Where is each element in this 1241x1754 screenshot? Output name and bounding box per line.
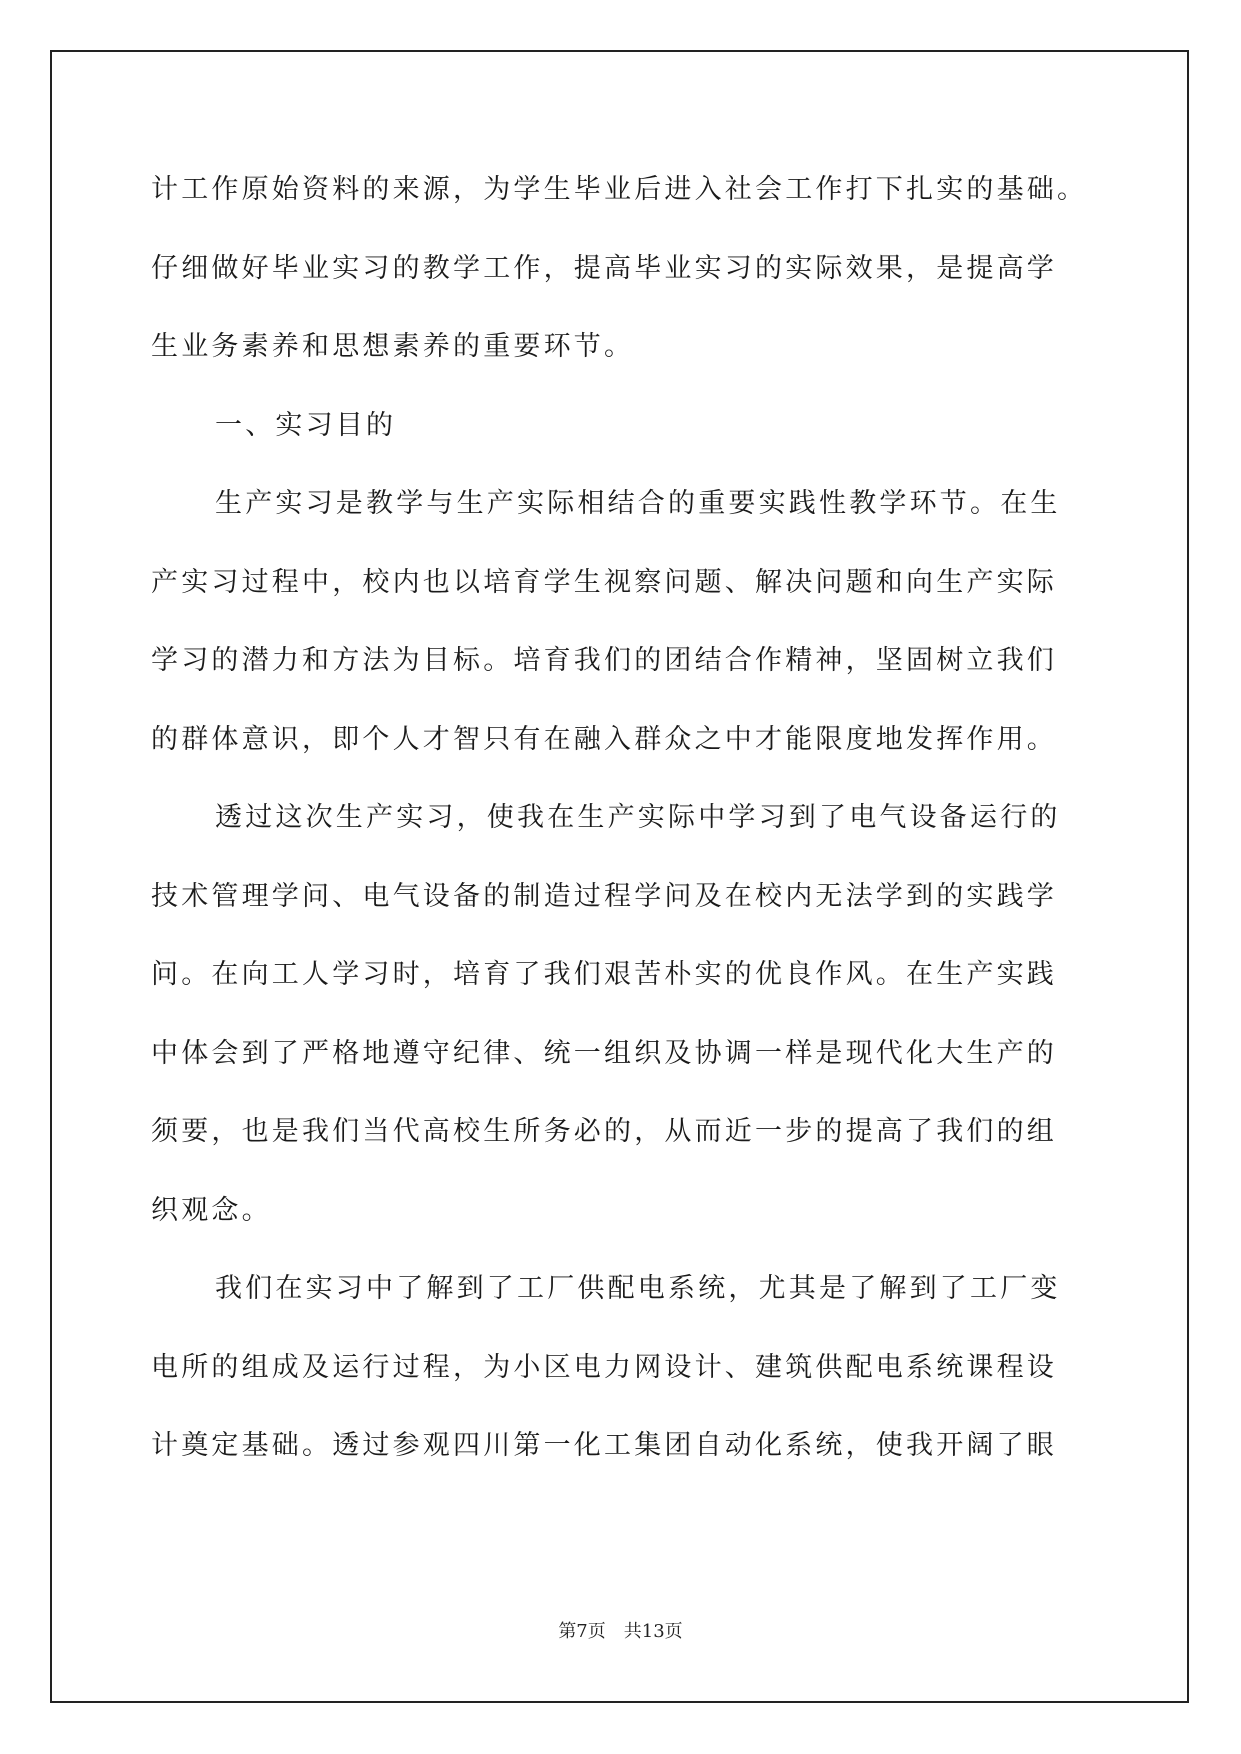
text-line: 计奠定基础。透过参观四川第一化工集团自动化系统，使我开阔了眼: [151, 1430, 1057, 1461]
text-line: 我们在实习中了解到了工厂供配电系统，尤其是了解到了工厂变: [215, 1273, 1061, 1304]
text-line: 透过这次生产实习，使我在生产实际中学习到了电气设备运行的: [215, 802, 1061, 833]
text-line: 技术管理学问、电气设备的制造过程学问及在校内无法学到的实践学: [151, 880, 1057, 912]
text-line: 的群体意识，即个人才智只有在融入群众之中才能限度地发挥作用。: [151, 723, 1057, 755]
text-line: 生产实习是教学与生产实际相结合的重要实践性教学环节。在生: [215, 488, 1061, 519]
document-body: [151, 170, 1101, 1505]
text-line: 计工作原始资料的来源，为学生毕业后进入社会工作打下扎实的基础。: [151, 174, 1088, 205]
text-line: 问。在向工人学习时，培育了我们艰苦朴实的优良作风。在生产实践: [151, 959, 1057, 990]
page-number-footer: 第7页 共13页: [558, 1621, 683, 1642]
text-line: 中体会到了严格地遵守纪律、统一组织及协调一样是现代化大生产的: [151, 1037, 1057, 1069]
text-line: 仔细做好毕业实习的教学工作，提高毕业实习的实际效果，是提高学: [151, 252, 1057, 284]
text-line: 须要，也是我们当代高校生所务必的，从而近一步的提高了我们的组: [151, 1116, 1057, 1147]
text-line: 学习的潜力和方法为目标。培育我们的团结合作精神，坚固树立我们: [151, 645, 1057, 676]
text-line: 织观念。: [151, 1194, 272, 1226]
text-line: 电所的组成及运行过程，为小区电力网设计、建筑供配电系统课程设: [151, 1351, 1057, 1383]
text-line: 生业务素养和思想素养的重要环节。: [151, 331, 635, 362]
text-line: 产实习过程中，校内也以培育学生视察问题、解决问题和向生产实际: [151, 566, 1057, 598]
section-heading: 一、实习目的: [215, 409, 397, 441]
